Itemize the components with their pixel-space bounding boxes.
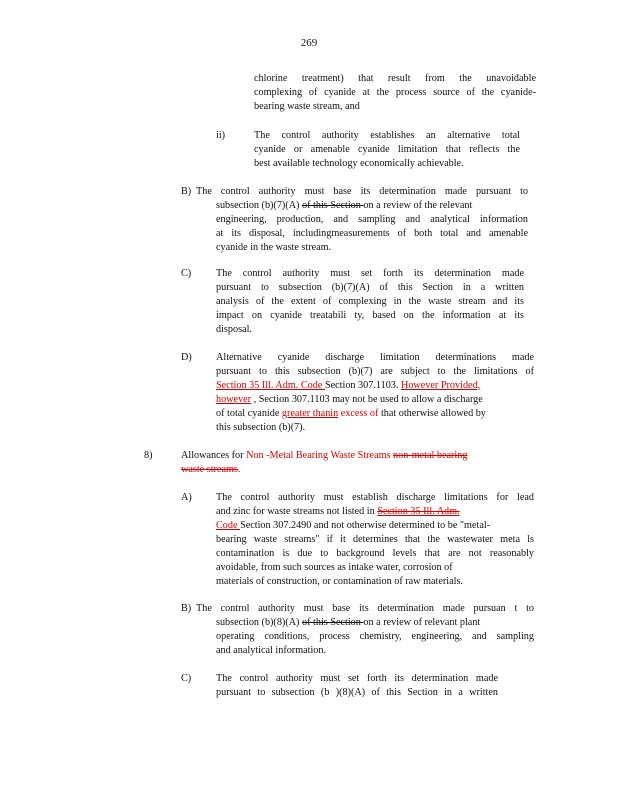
- item-7b-paragraph: [196, 185, 528, 199]
- text-line: [216, 199, 528, 213]
- text-line: bearing waste streams" if it determines that the wastewater meta ls: [216, 534, 534, 545]
- inserted-text: .: [237, 464, 241, 475]
- inserted-text: [377, 506, 459, 517]
- text-line: materials of construction, or contamination of raw materials.: [216, 576, 463, 587]
- page-number: 269: [300, 37, 318, 49]
- item-label: C): [181, 673, 192, 684]
- deleted-text: Section 35 Ill. Adm.: [377, 506, 460, 517]
- deleted-text: waste streams: [181, 464, 238, 475]
- text-line: this subsection (b)(7).: [216, 422, 306, 433]
- item-label: ii): [216, 130, 226, 141]
- text-line: best available technology economically achievable.: [254, 158, 464, 169]
- text-line: [216, 519, 534, 533]
- deleted-text: of this Section: [302, 617, 364, 628]
- text-line: The control authority must set forth its determination made: [216, 673, 498, 684]
- text-line: pursuant to subsection (b )(8)(A) of this Section in a written: [216, 687, 498, 698]
- inserted-text: Code: [216, 520, 241, 531]
- text-line: contamination is due to background levels that are not reasonably: [216, 548, 534, 559]
- text-run: subsection (b)(7)(A): [216, 200, 303, 211]
- text-line: The control authority establishes an alternative total: [254, 130, 520, 141]
- text-line: The control authority must establish discharge limitations for lead: [216, 492, 534, 503]
- inserted-text: However Provided,: [400, 380, 481, 391]
- text-line: The control authority must base its determination made pursuan t to: [196, 603, 534, 614]
- item-8b-continuation: [216, 616, 534, 658]
- text-run: that otherwise allowed by: [380, 408, 486, 419]
- item-label: A): [181, 492, 192, 503]
- text-line: bearing waste stream, and: [254, 101, 360, 112]
- text-line: engineering, production, and sampling and analytical information: [216, 214, 528, 225]
- inserted-text: however: [216, 394, 252, 405]
- text-run: on a review of the relevant: [363, 200, 473, 211]
- text-line: and analytical information.: [216, 645, 327, 656]
- text-line: [181, 449, 541, 463]
- item-label: B): [181, 186, 192, 197]
- text-run: subsection (b)(8)(A): [216, 617, 303, 628]
- text-line: cyanide in the waste stream.: [216, 242, 332, 253]
- item-7d-paragraph: [216, 351, 534, 435]
- item-label: D): [181, 352, 192, 363]
- inserted-text: Non -Metal Bearing Waste Streams: [246, 450, 391, 461]
- text-line: disposal.: [216, 324, 252, 335]
- text-line: avoidable, from such sources as intake water, corrosion of: [216, 562, 453, 573]
- item-8c-paragraph: [216, 672, 498, 700]
- inserted-text: greater thanin: [281, 408, 339, 419]
- text-run: , Section 307.1103 may not be used to allow a discharge: [251, 394, 483, 405]
- text-line: complexing of cyanide at the process source of the cyanide-: [254, 87, 536, 98]
- text-line: pursuant to this subsection (b)(7) are subject to the limitations of: [216, 366, 534, 377]
- text-line: [216, 407, 534, 421]
- text-run: on a review of relevant plant: [363, 617, 481, 628]
- text-line: [216, 379, 534, 393]
- text-line: chlorine treatment) that result from the unavoidable: [254, 73, 536, 84]
- section-label: 8): [144, 450, 153, 461]
- inserted-text: excess of: [338, 408, 381, 419]
- text-line: [181, 463, 541, 477]
- text-line: analysis of the extent of complexing in the waste stream and its: [216, 296, 524, 307]
- item-7c-paragraph: [216, 267, 524, 337]
- item-8b-paragraph: [196, 602, 534, 616]
- text-line: [216, 393, 534, 407]
- text-line: impact on cyanide treatabili ty, based on the information at its: [216, 310, 524, 321]
- text-line: [216, 505, 534, 519]
- item-7b-continuation: [216, 199, 528, 255]
- item-label: B): [181, 603, 192, 614]
- inserted-text: Section 35 Ill. Adm. Code: [216, 380, 325, 391]
- text-line: The control authority must base its determination made pursuant to: [196, 186, 528, 197]
- item-8a-paragraph: [216, 491, 534, 589]
- text-line: The control authority must set forth its determination made: [216, 268, 524, 279]
- item-label: C): [181, 268, 192, 279]
- text-run: Section 307.2490 and not otherwise determined to be "metal-: [240, 520, 491, 531]
- text-line: [216, 616, 534, 630]
- deleted-text: non-metal bearing: [393, 450, 468, 461]
- text-run: of total cyanide: [216, 408, 282, 419]
- section-8-heading: [181, 449, 541, 477]
- continuation-paragraph: [254, 72, 536, 114]
- text-line: Alternative cyanide discharge limitation determinations made: [216, 352, 534, 363]
- text-line: operating conditions, process chemistry, engineering, and sampling: [216, 631, 534, 642]
- deleted-text: of this Section: [302, 200, 364, 211]
- text-run: Allowances for: [181, 450, 247, 461]
- item-ii-paragraph: [254, 129, 520, 171]
- text-run: Section 307.1103.: [324, 380, 401, 391]
- text-run: and zinc for waste streams not listed in: [216, 506, 378, 517]
- text-line: pursuant to subsection (b)(7)(A) of this Section in a written: [216, 282, 524, 293]
- text-line: at its disposal, includingmeasurements of both total and amenable: [216, 228, 528, 239]
- text-line: cyanide or amenable cyanide limitation that reflects the: [254, 144, 520, 155]
